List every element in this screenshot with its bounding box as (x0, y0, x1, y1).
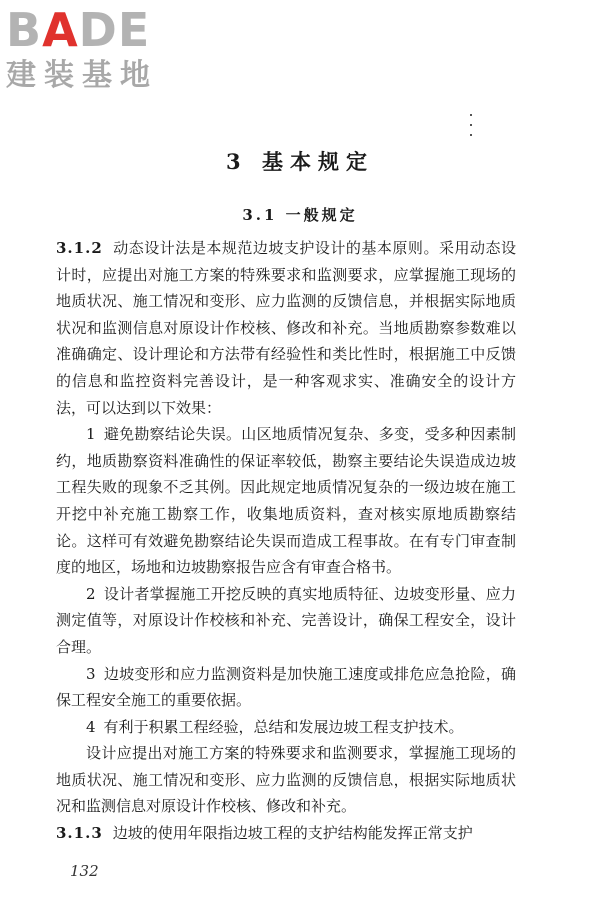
section-title: 一般规定 (285, 206, 358, 224)
chapter-title: 基本规定 (261, 149, 374, 174)
document-body (56, 235, 516, 847)
clause-3-1-2 (56, 235, 516, 421)
logo-letters-de: DE (78, 3, 151, 57)
item-number: 2 (86, 584, 96, 603)
chapter-number: 3 (226, 149, 248, 174)
watermark-logo (6, 4, 186, 100)
clause-text: 边坡的使用年限指边坡工程的支护结构能发挥正常支护 (112, 824, 473, 843)
logo-subtitle: 建装基地 (6, 58, 158, 93)
item-number: 1 (86, 425, 96, 444)
scan-marks (466, 112, 476, 138)
clause-number: 3.1.2 (56, 239, 103, 257)
clause-3-1-3 (56, 820, 516, 847)
item-text: 有利于积累工程经验，总结和发展边坡工程支护技术。 (103, 717, 464, 736)
list-item (56, 421, 516, 581)
item-number: 4 (86, 717, 96, 736)
item-number: 3 (86, 664, 96, 683)
section-heading (0, 204, 600, 225)
logo-wordmark (6, 4, 186, 56)
item-text: 边坡变形和应力监测资料是加快施工速度或排危应急抢险，确保工程安全施工的重要依据。 (56, 664, 516, 710)
closing-paragraph: 设计应提出对施工方案的特殊要求和监测要求，掌握施工现场的地质状况、施工情况和变形、应力监测的反馈信息，根据实际地质状况和监测信息对原设计作校核、修改和补充。 (56, 744, 516, 816)
page-number: 132 (70, 862, 99, 880)
clause-number: 3.1.3 (56, 824, 103, 843)
clause-text: 动态设计法是本规范边坡支护设计的基本原则。采用动态设计时，应提出对施工方案的特殊要求和监测要求，应掌握施工现场的地质状况、施工情况和变形、应力监测的反馈信息，并根据实际地质状况和监测信息对原设计作校核、修改和补充。当地质勘察参数难以准确确定、设计理论和方法带有经验性和类比性时，根据施工中反馈的信息和监控资料完善设计，是一种客观求实、准确安全的设计方法，可以达到以下效果： (56, 239, 516, 417)
list-item (56, 581, 516, 661)
list-item (56, 661, 516, 714)
logo-letter-b: B (6, 3, 43, 57)
chapter-heading (0, 146, 600, 176)
item-text: 避免勘察结论失误。山区地质情况复杂、多变，受多种因素制约，地质勘察资料准确性的保证率较低，勘察主要结论失误造成边坡工程失败的现象不乏其例。因此规定地质情况复杂的一级边坡在施工开挖中补充施工勘察工作，收集地质资料，查对核实原地质勘察结论。这样可有效避免勘察结论失误而造成工程事故。在有专门审查制度的地区，场地和边坡勘察报告应含有审查合格书。 (56, 425, 516, 577)
list-item (56, 714, 516, 741)
section-number: 3.1 (242, 206, 278, 224)
logo-letter-a-accent: A (42, 3, 79, 57)
item-text: 设计者掌握施工开挖反映的真实地质特征、边坡变形量、应力测定值等，对原设计作校核和补充、完善设计，确保工程安全，设计合理。 (56, 584, 516, 656)
